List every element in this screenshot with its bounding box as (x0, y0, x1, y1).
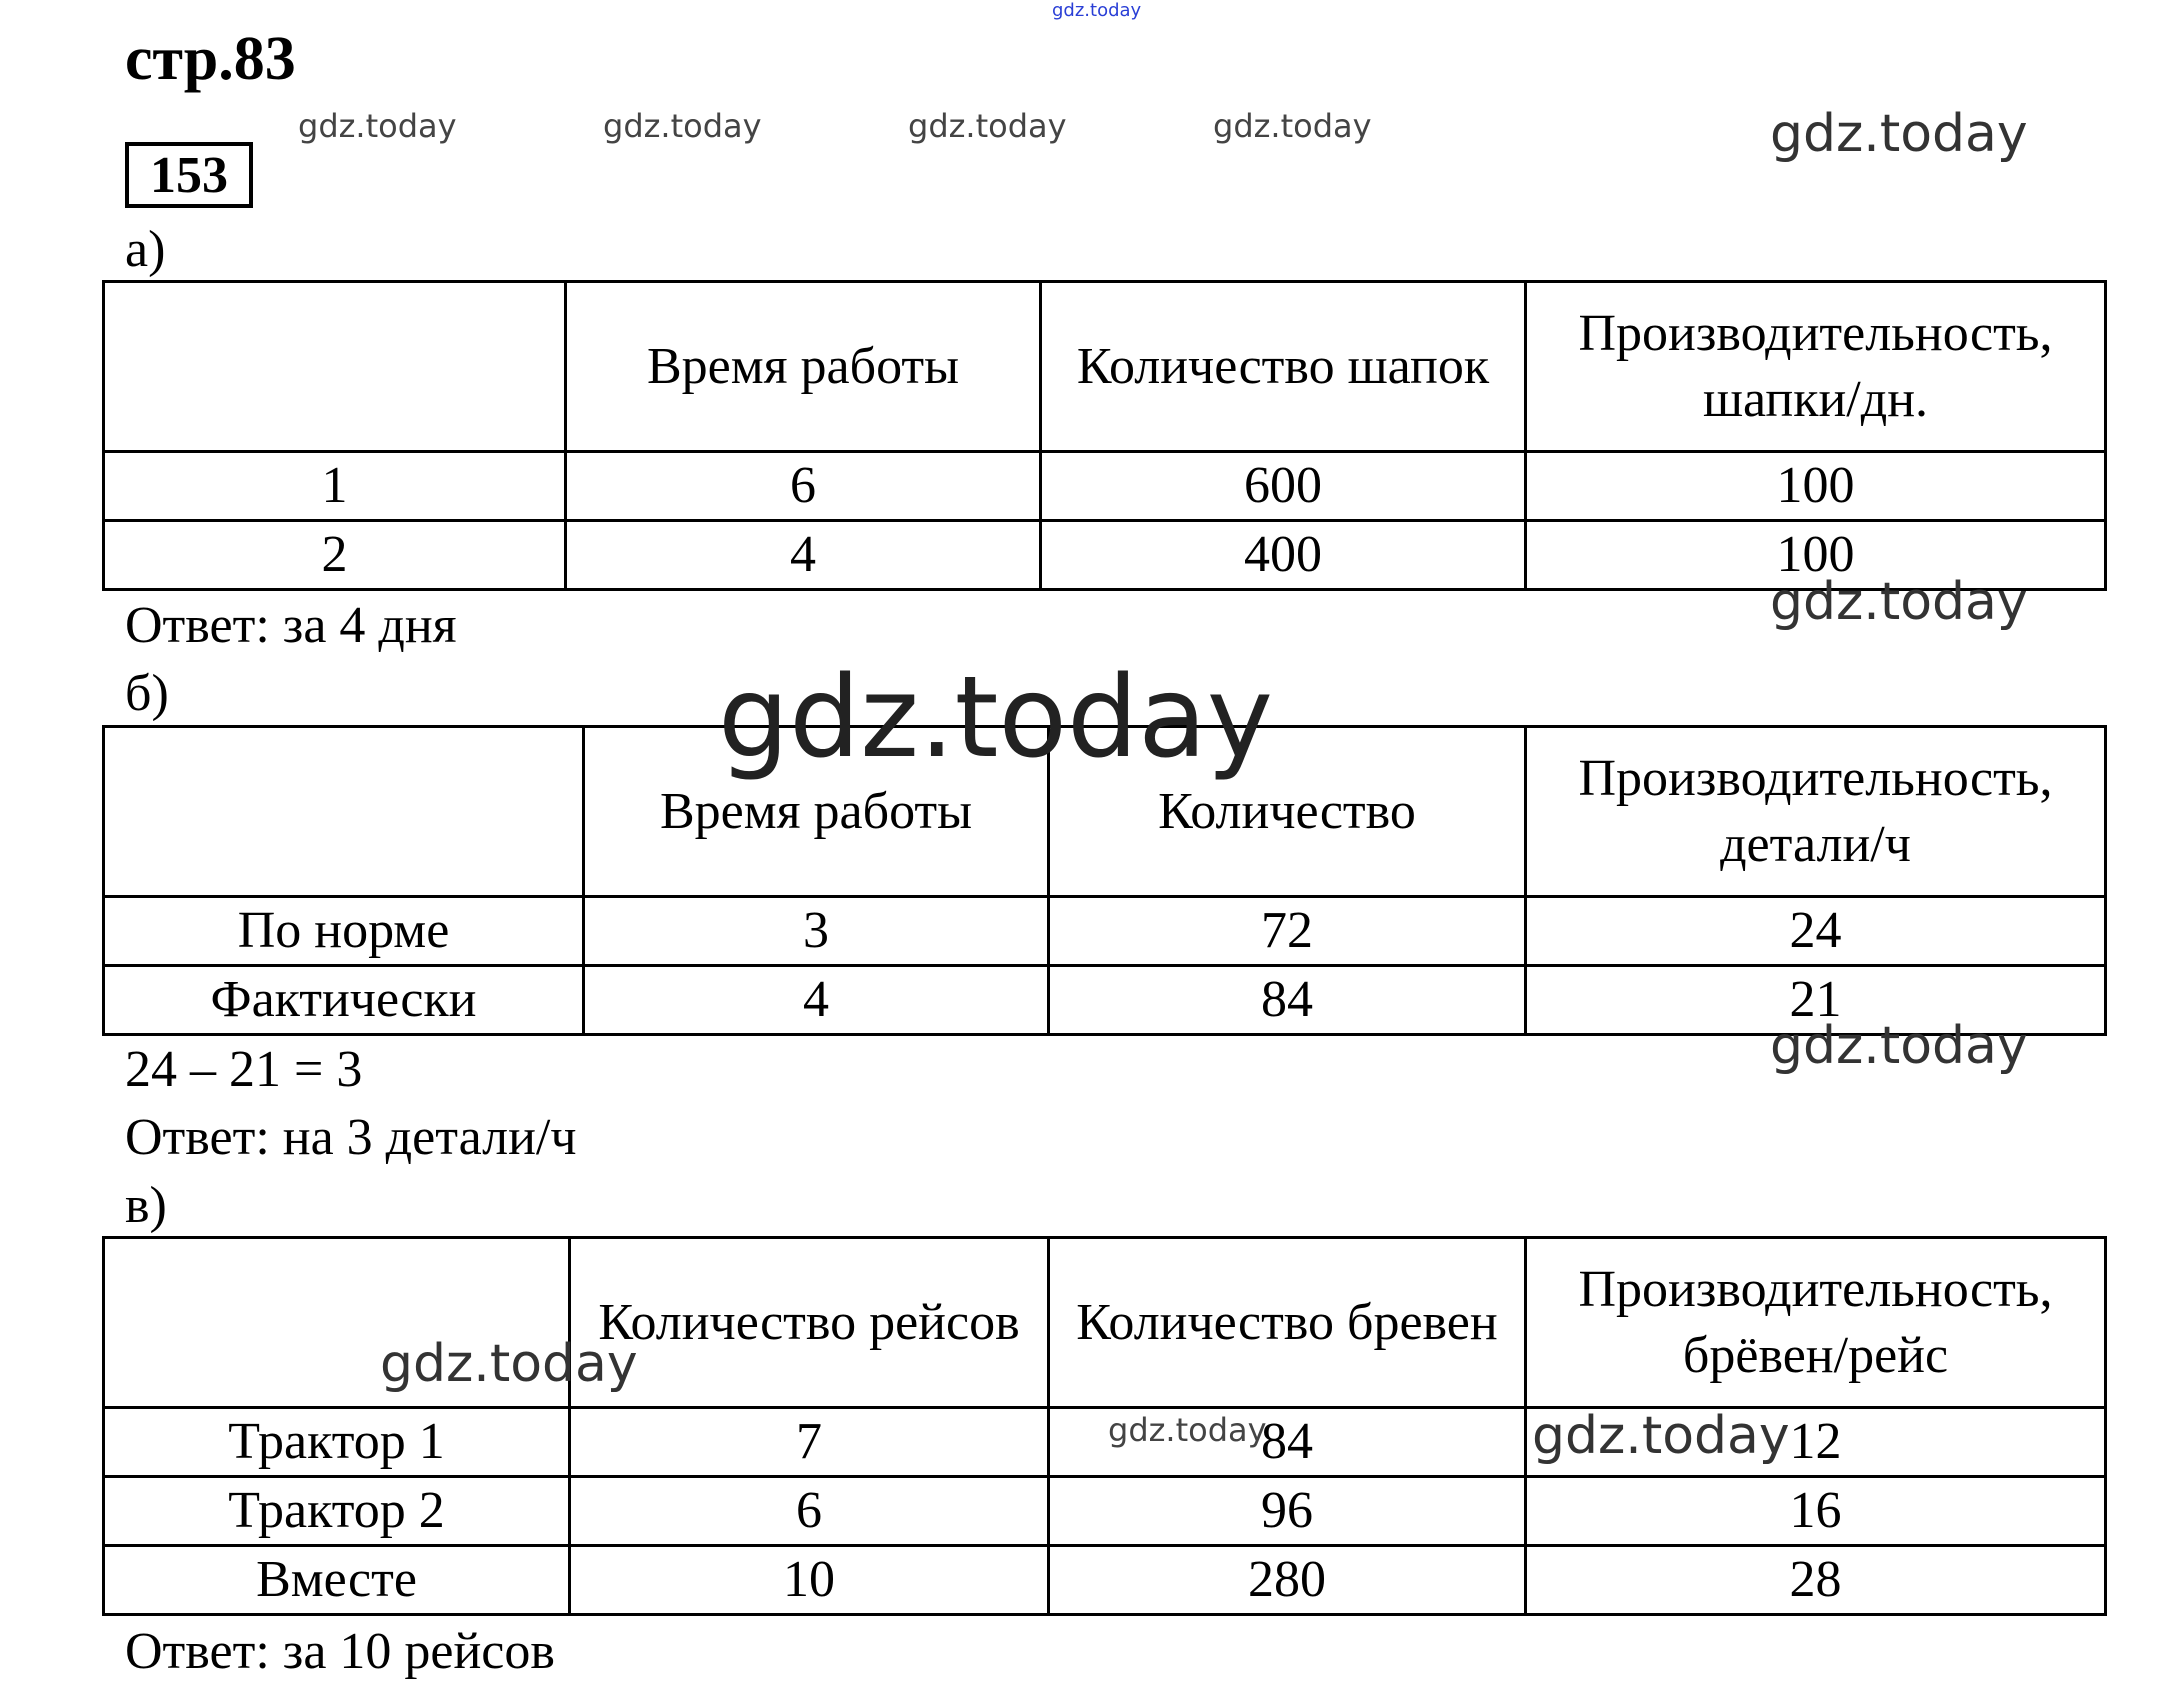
table-c (102, 1236, 2107, 1616)
header-cell (104, 282, 566, 452)
table-cell: По норме (104, 897, 584, 966)
page-title: стр.83 (125, 25, 296, 93)
table-cell: 28 (1526, 1546, 2106, 1615)
table-header-row (104, 282, 2106, 452)
table-cell: 1 (104, 452, 566, 521)
watermark: gdz.today (1770, 572, 2028, 632)
table-cell: 10 (570, 1546, 1049, 1615)
table-cell: 84 (1049, 1408, 1526, 1477)
table-cell: 400 (1041, 521, 1526, 590)
table-cell: 84 (1049, 966, 1526, 1035)
header-cell: Количество шапок (1041, 282, 1526, 452)
answer-c: Ответ: за 10 рейсов (125, 1623, 555, 1680)
table-row (104, 1408, 2106, 1477)
section-a-label: а) (125, 221, 166, 278)
watermark: gdz.today (1108, 1411, 1267, 1449)
section-c-label: в) (125, 1177, 167, 1234)
table-a (102, 280, 2107, 591)
table-cell: Фактически (104, 966, 584, 1035)
table-cell: Трактор 1 (104, 1408, 570, 1477)
table-cell: 21 (1526, 966, 2106, 1035)
header-cell: Количество рейсов (570, 1238, 1049, 1408)
table-cell: Вместе (104, 1546, 570, 1615)
watermark: gdz.today (1770, 1016, 2028, 1076)
header-cell: Производительность, детали/ч (1526, 727, 2106, 897)
watermark: gdz.today (1770, 104, 2028, 164)
table-cell: 7 (570, 1408, 1049, 1477)
table-cell: 600 (1041, 452, 1526, 521)
watermark: gdz.today (1532, 1406, 1790, 1466)
section-b-label: б) (125, 665, 169, 722)
header-cell: Производительность, брёвен/рейс (1526, 1238, 2106, 1408)
table-cell: 24 (1526, 897, 2106, 966)
table-cell: 100 (1526, 521, 2106, 590)
watermark: gdz.today (603, 107, 762, 145)
calculation-b: 24 – 21 = 3 (125, 1041, 363, 1098)
header-cell: Количество бревен (1049, 1238, 1526, 1408)
table-cell: 4 (566, 521, 1041, 590)
task-number: 153 (125, 142, 253, 208)
watermark: gdz.today (908, 107, 1067, 145)
table-cell: 4 (584, 966, 1049, 1035)
table-cell: 16 (1526, 1477, 2106, 1546)
answer-a: Ответ: за 4 дня (125, 597, 457, 654)
table-cell: 2 (104, 521, 566, 590)
table-cell: 72 (1049, 897, 1526, 966)
header-cell (104, 727, 584, 897)
answer-b: Ответ: на 3 детали/ч (125, 1109, 577, 1166)
watermark: gdz.today (718, 653, 1274, 783)
watermark: gdz.today (380, 1334, 638, 1394)
table-row (104, 1477, 2106, 1546)
table-cell: 12 (1526, 1408, 2106, 1477)
table-row (104, 452, 2106, 521)
header-cell: Время работы (584, 727, 1049, 897)
header-cell: Производительность, шапки/дн. (1526, 282, 2106, 452)
table-cell: Трактор 2 (104, 1477, 570, 1546)
table-cell: 6 (566, 452, 1041, 521)
header-cell: Время работы (566, 282, 1041, 452)
table-cell: 280 (1049, 1546, 1526, 1615)
watermark-top: gdz.today (1052, 0, 1142, 21)
table-row (104, 1546, 2106, 1615)
table-row (104, 897, 2106, 966)
header-cell: Количество (1049, 727, 1526, 897)
table-cell: 6 (570, 1477, 1049, 1546)
watermark: gdz.today (1213, 107, 1372, 145)
table-cell: 96 (1049, 1477, 1526, 1546)
watermark: gdz.today (298, 107, 457, 145)
table-cell: 3 (584, 897, 1049, 966)
table-cell: 100 (1526, 452, 2106, 521)
